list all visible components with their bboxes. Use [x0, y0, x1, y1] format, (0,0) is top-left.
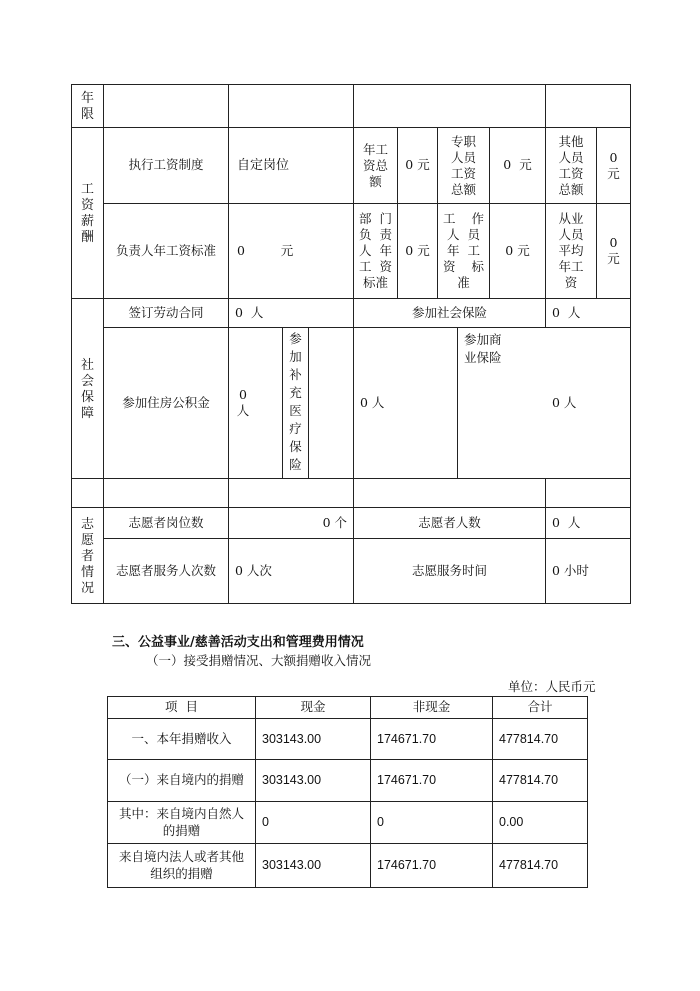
label-line: 年工 — [558, 259, 584, 274]
table-row-item: 来自境内法人或者其他 组织的捐赠 — [118, 848, 244, 881]
social-label-line: 障 — [80, 404, 94, 420]
total-annual-wage-label — [354, 128, 397, 203]
social-insurance-label: 参加社会保险 — [411, 304, 487, 320]
fulltime-staff-wage-label — [438, 128, 489, 203]
value-line: 元 — [607, 251, 620, 266]
label-line: 年工 — [362, 141, 388, 157]
social-label-line: 会 — [80, 372, 94, 388]
table-row-total: 0.00 — [499, 815, 524, 830]
volunteer-label-line: 愿 — [80, 531, 94, 547]
table-row-item: 其中：来自境内自然人 的捐赠 — [118, 805, 244, 838]
label-char: 保 — [289, 439, 302, 454]
volunteer-label-line: 情 — [80, 563, 94, 579]
social-label-line: 保 — [80, 388, 94, 404]
table-row-total: 477814.70 — [499, 773, 559, 788]
table-row-noncash: 0 — [377, 815, 384, 830]
label-char: 充 — [289, 385, 302, 400]
label-line: 工 作 — [443, 211, 484, 226]
volunteer-label-line: 志 — [80, 515, 94, 531]
label-line: 工 资 — [359, 259, 392, 274]
label-line: 人员 — [450, 149, 476, 165]
currency-unit: 单位：人民币元 — [508, 679, 596, 694]
labor-contract-value: 0 人 — [235, 304, 264, 320]
volunteer-label-line: 况 — [80, 579, 94, 595]
value-line: 人 — [236, 403, 250, 418]
total-annual-wage-value: 0 元 — [405, 157, 430, 173]
avg-annual-wage-value — [597, 204, 630, 298]
label-line: 平均 — [558, 243, 584, 258]
label-char: 加 — [289, 349, 302, 364]
volunteer-service-hours-label: 志愿服务时间 — [411, 562, 487, 578]
label-line: 额 — [369, 173, 382, 189]
label-line: 负 责 — [359, 227, 392, 242]
label-line: 工资 — [558, 165, 584, 181]
label-line: 年 工 — [447, 243, 480, 258]
volunteer-count-label: 志愿者人数 — [418, 514, 481, 530]
volunteer-posts-label: 志愿者岗位数 — [128, 514, 204, 530]
salary-label-line: 工 — [80, 181, 94, 196]
table-row-item: 一、本年捐赠收入 — [131, 730, 232, 746]
label-line: 专职 — [450, 133, 476, 149]
volunteer-label-line: 者 — [80, 547, 94, 563]
label-char: 补 — [289, 367, 302, 382]
label-line: 人 年 — [359, 243, 392, 258]
salary-section-label — [72, 128, 103, 298]
years-label — [72, 85, 103, 127]
commercial-insurance-label — [458, 331, 545, 367]
commercial-insurance-value: 0 人 — [552, 394, 577, 410]
label-line: 参加商 — [464, 332, 502, 347]
table-row-noncash: 174671.70 — [377, 731, 437, 746]
value-line: 0 — [609, 235, 618, 250]
volunteer-section-label — [72, 508, 103, 603]
salary-label-line: 资 — [80, 197, 94, 212]
label-line: 其他 — [558, 133, 584, 149]
label-char: 医 — [289, 403, 302, 418]
social-label-line: 社 — [80, 356, 94, 372]
label-line: 从业 — [558, 211, 584, 226]
label-line: 总额 — [558, 181, 584, 197]
dept-head-wage-label — [354, 204, 397, 298]
section-subheading: （一）接受捐赠情况、大额捐赠收入情况 — [146, 653, 372, 668]
labor-contract-label: 签订劳动合同 — [128, 304, 204, 320]
value-line: 0 — [609, 149, 618, 165]
wage-system-label: 执行工资制度 — [128, 157, 204, 173]
table-row-noncash: 174671.70 — [377, 773, 437, 788]
fulltime-staff-wage-value: 0 元 — [503, 157, 532, 173]
label-line: 资总 — [362, 157, 388, 173]
housing-fund-label: 参加住房公积金 — [122, 394, 210, 410]
volunteer-service-times-label: 志愿者服务人次数 — [115, 562, 216, 578]
volunteer-count-value: 0 人 — [552, 514, 581, 530]
social-insurance-value: 0 人 — [552, 304, 581, 320]
value-line: 0 — [239, 387, 247, 402]
col-header-cash: 现金 — [300, 699, 326, 715]
label-char: 疗 — [289, 421, 302, 436]
col-header-total: 合计 — [527, 699, 553, 715]
table-row-noncash: 174671.70 — [377, 858, 437, 873]
supplementary-medical-label — [283, 330, 308, 478]
label-line: 标准 — [362, 275, 388, 290]
table-row-cash: 303143.00 — [262, 773, 322, 788]
label-line: 人员 — [558, 149, 584, 165]
table-row-total: 477814.70 — [499, 731, 559, 746]
label-line: 资 标 — [443, 259, 484, 274]
label-char: 险 — [289, 457, 302, 472]
staff-wage-standard-label — [438, 204, 489, 298]
label-line: 业保险 — [464, 350, 502, 365]
housing-fund-value — [229, 328, 257, 478]
head-wage-standard-value: 0 元 — [237, 242, 294, 258]
table-row-cash: 303143.00 — [262, 731, 322, 746]
avg-annual-wage-label — [546, 204, 596, 298]
table-row-cash: 303143.00 — [262, 858, 322, 873]
label-line: 人 员 — [447, 227, 480, 242]
staff-wage-standard-value: 0 元 — [505, 242, 530, 258]
label-line: 资 — [564, 275, 578, 290]
head-wage-standard-label: 负责人年工资标准 — [115, 242, 216, 258]
col-header-item: 项 目 — [165, 699, 198, 715]
years-label-line: 年 — [80, 90, 94, 105]
salary-label-line: 薪 — [80, 213, 94, 228]
years-label-line: 限 — [80, 106, 94, 121]
other-staff-wage-value — [597, 128, 630, 203]
volunteer-service-hours-value: 0 小时 — [552, 562, 589, 578]
value-line: 元 — [607, 165, 620, 181]
table-row-total: 477814.70 — [499, 858, 559, 873]
table-row-cash: 0 — [262, 815, 269, 830]
dept-head-wage-value: 0 元 — [405, 242, 430, 258]
volunteer-service-times-value: 0 人次 — [235, 562, 272, 578]
label-line: 工资 — [450, 165, 476, 181]
supplementary-medical-value: 0 人 — [360, 394, 385, 410]
label-line: 部 门 — [359, 211, 392, 226]
col-header-noncash: 非现金 — [412, 699, 451, 715]
label-line: 人员 — [558, 227, 584, 242]
label-line: 准 — [457, 275, 470, 290]
social-security-label — [72, 299, 103, 478]
table-row-item: （一）来自境内的捐赠 — [118, 772, 244, 788]
salary-label-line: 酬 — [80, 229, 94, 244]
label-char: 参 — [289, 331, 302, 346]
label-line: 总额 — [450, 181, 476, 197]
volunteer-posts-value: 0 个 — [322, 514, 347, 530]
wage-system-value: 自定岗位 — [237, 157, 290, 173]
section-heading: 三、公益事业/慈善活动支出和管理费用情况 — [112, 635, 364, 650]
other-staff-wage-label — [546, 128, 596, 203]
